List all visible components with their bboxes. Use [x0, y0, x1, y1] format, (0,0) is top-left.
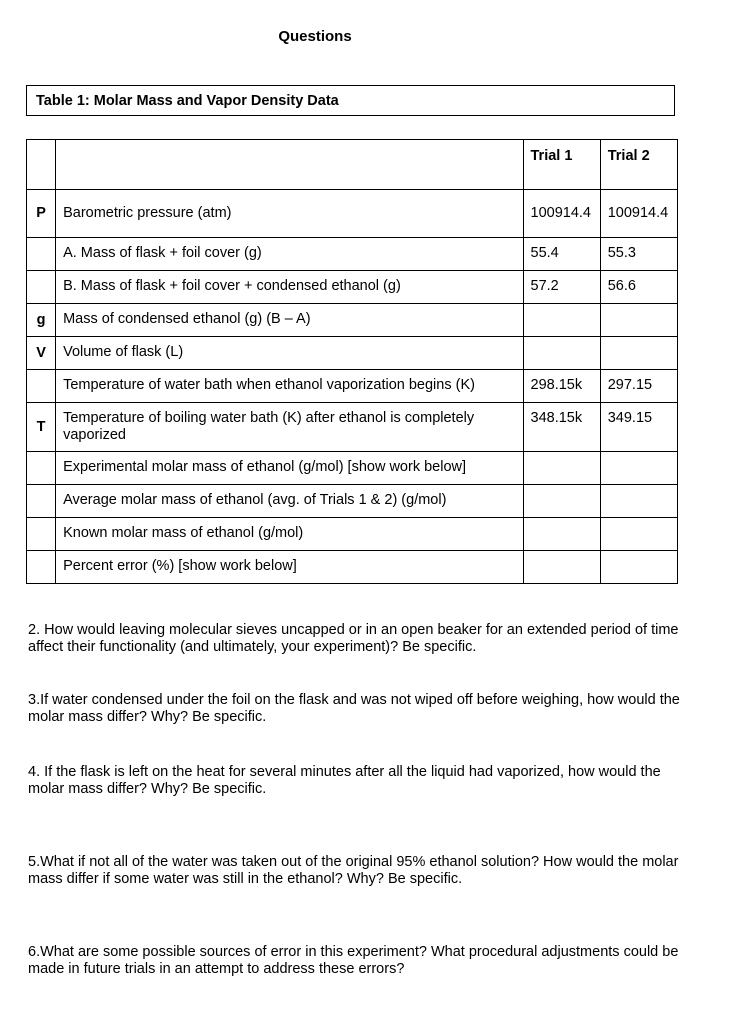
- question-5: 5.What if not all of the water was taken out of the original 95% ethanol solution? How would the molar mass differ if some water was still in the ethanol? Why? Be specific.: [28, 854, 679, 887]
- row-symbol: P: [27, 190, 56, 238]
- row-description: Percent error (%) [show work below]: [56, 551, 523, 584]
- table-header-row: [27, 140, 678, 190]
- table-row: [27, 304, 678, 337]
- table-row: [27, 403, 678, 452]
- table-row: [27, 551, 678, 584]
- row-trial-1-value: [523, 304, 600, 337]
- table-row: [27, 370, 678, 403]
- row-description: Temperature of water bath when ethanol vaporization begins (K): [56, 370, 523, 403]
- header-symbol-cell: [27, 140, 56, 190]
- table-row: [27, 238, 678, 271]
- row-symbol: [27, 238, 56, 271]
- row-description: Temperature of boiling water bath (K) after ethanol is completely vaporized: [56, 403, 523, 452]
- table-row: [27, 452, 678, 485]
- row-symbol: T: [27, 403, 56, 452]
- row-trial-2-value: [600, 304, 677, 337]
- table-caption: Table 1: Molar Mass and Vapor Density Data: [26, 85, 675, 116]
- row-trial-2-value: 297.15: [600, 370, 677, 403]
- question-6: 6.What are some possible sources of error in this experiment? What procedural adjustments could be made in future trials in an attempt to address these errors?: [28, 944, 679, 977]
- data-table: [26, 139, 678, 584]
- row-trial-2-value: [600, 551, 677, 584]
- row-trial-2-value: 56.6: [600, 271, 677, 304]
- row-trial-1-value: 57.2: [523, 271, 600, 304]
- question-2: 2. How would leaving molecular sieves uncapped or in an open beaker for an extended period of time affect their functionality (and ultimately, your experiment)? Be specific.: [28, 622, 679, 655]
- row-symbol: [27, 452, 56, 485]
- row-trial-2-value: 349.15: [600, 403, 677, 452]
- row-symbol: [27, 485, 56, 518]
- row-trial-1-value: [523, 518, 600, 551]
- row-trial-1-value: [523, 551, 600, 584]
- row-trial-2-value: [600, 518, 677, 551]
- row-trial-1-value: 100914.4: [523, 190, 600, 238]
- row-trial-2-value: [600, 485, 677, 518]
- row-symbol: [27, 551, 56, 584]
- row-description: Known molar mass of ethanol (g/mol): [56, 518, 523, 551]
- table-row: [27, 271, 678, 304]
- row-description: Volume of flask (L): [56, 337, 523, 370]
- row-trial-2-value: [600, 452, 677, 485]
- row-symbol: [27, 370, 56, 403]
- row-description: B. Mass of flask + foil cover + condensed ethanol (g): [56, 271, 523, 304]
- row-trial-1-value: 298.15k: [523, 370, 600, 403]
- question-4: 4. If the flask is left on the heat for several minutes after all the liquid had vaporized, how would the molar mass differ? Why? Be specific.: [28, 764, 661, 797]
- row-trial-2-value: 55.3: [600, 238, 677, 271]
- row-trial-1-value: [523, 337, 600, 370]
- header-trial-1: Trial 1: [523, 140, 600, 190]
- row-description: Barometric pressure (atm): [56, 190, 523, 238]
- row-symbol: [27, 518, 56, 551]
- row-description: Experimental molar mass of ethanol (g/mol) [show work below]: [56, 452, 523, 485]
- row-symbol: g: [27, 304, 56, 337]
- table-row: [27, 190, 678, 238]
- row-trial-2-value: 100914.4: [600, 190, 677, 238]
- table-row: [27, 337, 678, 370]
- row-trial-1-value: 55.4: [523, 238, 600, 271]
- row-description: Average molar mass of ethanol (avg. of Trials 1 & 2) (g/mol): [56, 485, 523, 518]
- header-trial-2: Trial 2: [600, 140, 677, 190]
- question-3: 3.If water condensed under the foil on the flask and was not wiped off before weighing, how would the molar mass differ? Why? Be specific.: [28, 692, 680, 725]
- row-description: A. Mass of flask + foil cover (g): [56, 238, 523, 271]
- row-description: Mass of condensed ethanol (g) (B – A): [56, 304, 523, 337]
- row-trial-1-value: 348.15k: [523, 403, 600, 452]
- header-description-cell: [56, 140, 523, 190]
- table-row: [27, 518, 678, 551]
- page-title: Questions: [278, 28, 352, 45]
- table-row: [27, 485, 678, 518]
- row-symbol: [27, 271, 56, 304]
- row-trial-2-value: [600, 337, 677, 370]
- row-trial-1-value: [523, 452, 600, 485]
- row-symbol: V: [27, 337, 56, 370]
- row-trial-1-value: [523, 485, 600, 518]
